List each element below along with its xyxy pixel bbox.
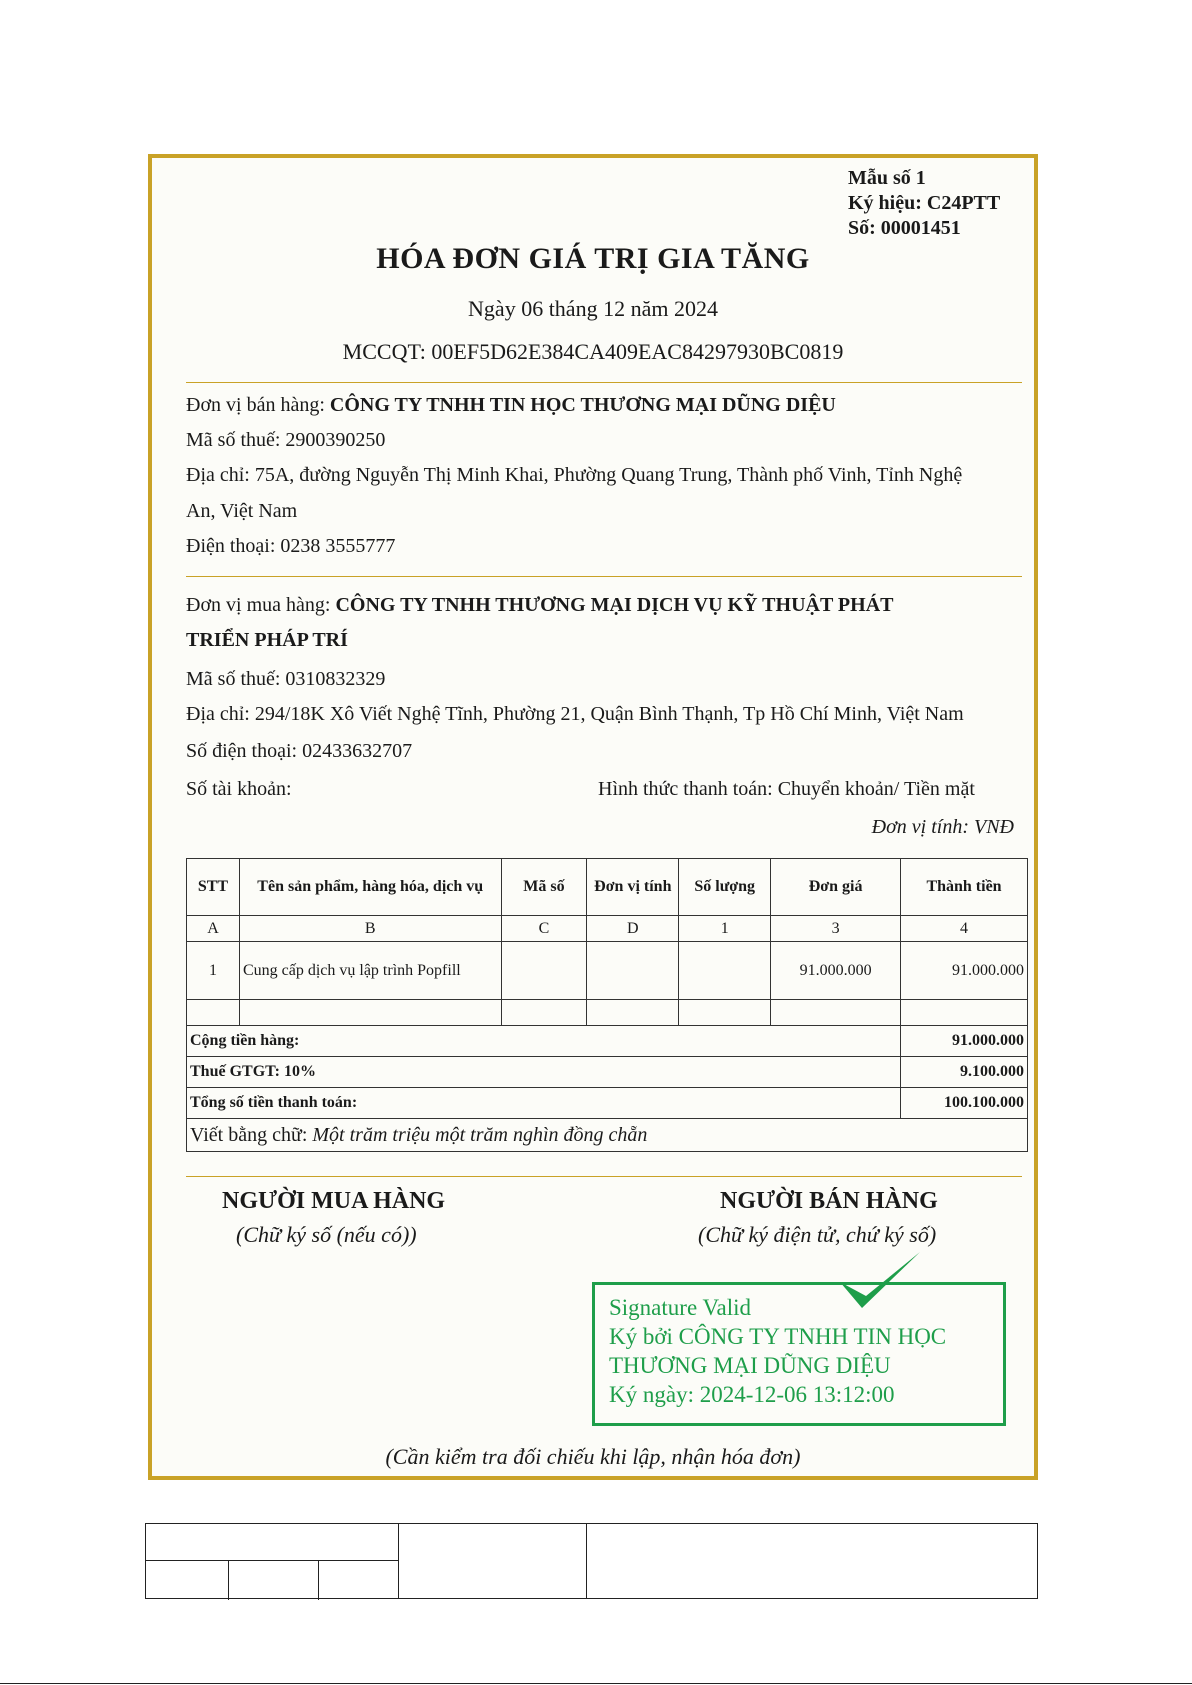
buyer-name-2: TRIỂN PHÁP TRÍ [186,629,348,651]
words-value: Một trăm triệu một trăm nghìn đồng chẵn [312,1123,648,1146]
form-number: Mẫu số 1 [848,167,926,189]
buyer-sign-title: NGƯỜI MUA HÀNG [222,1188,446,1214]
digital-signature-stamp [592,1282,1006,1426]
col-code: A [187,916,240,942]
buyer-name-value: CÔNG TY TNHH THƯƠNG MẠI DỊCH VỤ KỸ THUẬT PHÁT [335,594,894,616]
col-header: Đơn giá [771,859,901,916]
cell-amount: 91.000.000 [901,942,1028,1000]
col-header: Thành tiền [901,859,1028,916]
vat-value: 9.100.000 [901,1057,1028,1088]
col-code: D [587,916,679,942]
col-code: 3 [771,916,901,942]
invoice-frame [148,154,1038,1480]
total-label: Tổng số tiền thanh toán: [187,1088,901,1119]
tax-authority-code: MCCQT: 00EF5D62E384CA409EAC84297930BC0819 [342,339,844,364]
seller-address-1: Địa chỉ: 75A, đường Nguyễn Thị Minh Khai, Phường Quang Trung, Thành phố Vinh, Tỉnh Nghệ [186,464,963,486]
buyer-name-label: Đơn vị mua hàng: [186,594,336,616]
col-header: Số lượng [679,859,771,916]
items-table [186,858,1028,1152]
seller-name-label: Đơn vị bán hàng: [186,394,330,416]
invoice-symbol: Ký hiệu: C24PTT [848,192,1001,214]
seller-sign-subtitle: (Chữ ký điện tử, chứ ký số) [698,1222,937,1247]
total-value: 100.100.000 [901,1088,1028,1119]
subtotal-label: Cộng tiền hàng: [187,1026,901,1057]
divider [186,1176,1022,1177]
footer-note: (Cần kiểm tra đối chiếu khi lập, nhận hóa đơn) [385,1444,801,1469]
buyer-sign-subtitle: (Chữ ký số (nếu có)) [236,1222,417,1247]
seller-sign-title: NGƯỜI BÁN HÀNG [720,1188,938,1214]
col-code: B [239,916,501,942]
col-code: C [501,916,587,942]
cell-stt: 1 [187,942,240,1000]
stamp-signer-1: Ký bởi CÔNG TY TNHH TIN HỌC [609,1324,947,1349]
buyer-tax: Mã số thuế: 0310832329 [186,668,386,690]
subtotal-value: 91.000.000 [901,1026,1028,1057]
invoice-header-info [848,166,1000,241]
total-row [187,1088,1028,1119]
divider [186,382,1022,383]
amount-in-words [187,1119,1028,1152]
amount-in-words-row [187,1119,1028,1152]
divider [186,576,1022,577]
col-code: 1 [679,916,771,942]
col-header: Tên sản phẩm, hàng hóa, dịch vụ [239,859,501,916]
cell-unit [587,942,679,1000]
seller-address-2: An, Việt Nam [186,500,298,522]
buyer-phone: Số điện thoại: 02433632707 [186,740,413,762]
table-code-row [187,916,1028,942]
cell-code [501,942,587,1000]
table-header-row [187,859,1028,916]
cell-unit-price: 91.000.000 [771,942,901,1000]
col-header: STT [187,859,240,916]
invoice-date: Ngày 06 tháng 12 năm 2024 [468,296,718,321]
stamp-signer-2: THƯƠNG MẠI DŨNG DIỆU [609,1353,891,1378]
page-bottom-line [0,1683,1192,1684]
subtotal-row [187,1026,1028,1057]
buyer-address: Địa chỉ: 294/18K Xô Viết Nghệ Tĩnh, Phường 21, Quận Bình Thạnh, Tp Hồ Chí Minh, Việt Nam [186,703,964,725]
checkmark-icon [836,1248,926,1320]
currency-unit: Đơn vị tính: VNĐ [871,816,1014,838]
cell-product: Cung cấp dịch vụ lập trình Popfill [239,942,501,1000]
table-row [187,942,1028,1000]
words-label: Viết bằng chữ: [190,1123,313,1146]
stamp-status: Signature Valid [609,1295,752,1320]
vat-label: Thuế GTGT: 10% [187,1057,901,1088]
seller-name-value: CÔNG TY TNHH TIN HỌC THƯƠNG MẠI DŨNG DIỆU [329,394,836,416]
seller-tax: Mã số thuế: 2900390250 [186,429,386,451]
buyer-name [186,594,894,617]
bottom-grid [145,1523,1038,1599]
buyer-account: Số tài khoản: [186,778,292,800]
stamp-date: Ký ngày: 2024-12-06 13:12:00 [609,1382,895,1407]
seller-phone: Điện thoại: 0238 3555777 [186,535,396,557]
cell-qty [679,942,771,1000]
col-header: Đơn vị tính [587,859,679,916]
vat-row [187,1057,1028,1088]
seller-name [186,394,836,417]
payment-method: Hình thức thanh toán: Chuyển khoản/ Tiền mặt [598,778,975,800]
col-code: 4 [901,916,1028,942]
invoice-title: HÓA ĐƠN GIÁ TRỊ GIA TĂNG [376,242,810,275]
table-row-empty [187,1000,1028,1026]
invoice-number: Số: 00001451 [848,217,961,239]
col-header: Mã số [501,859,587,916]
